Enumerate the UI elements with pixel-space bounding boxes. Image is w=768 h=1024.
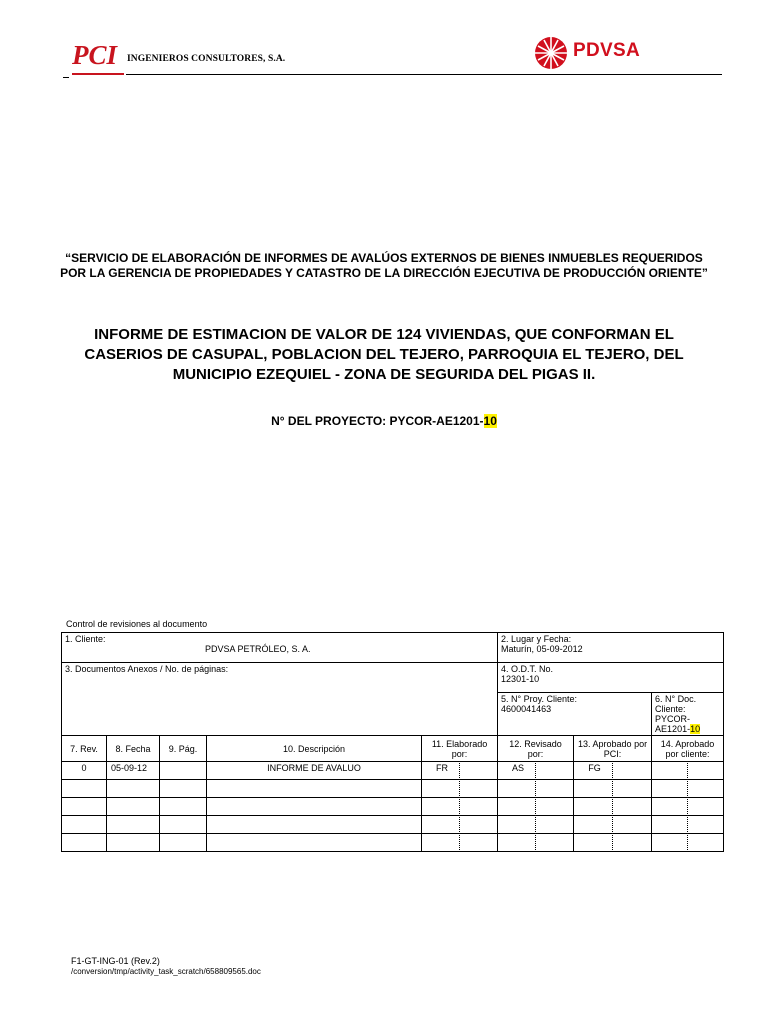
table-row (62, 834, 724, 852)
form-code: F1-GT-ING-01 (Rev.2) (71, 956, 160, 966)
col-header-descripcion: 10. Descripción (207, 736, 422, 762)
cliente-value: PDVSA PETRÓLEO, S. A. (205, 644, 311, 654)
cliente-cell (62, 633, 498, 663)
cell-fecha: 05-09-12 (107, 762, 160, 780)
cliente-label: 1. Cliente: (65, 634, 106, 644)
pdvsa-sun-icon (534, 36, 568, 70)
main-title: INFORME DE ESTIMACION DE VALOR DE 124 VIVIENDAS, QUE CONFORMAN EL CASERIOS DE CASUPAL, POBLACION DEL TEJERO, PARROQUIA EL TEJERO, DEL MUNICIPIO EZEQUIEL - ZONA DE SEGURIDA DEL PIGAS II. (84, 326, 684, 383)
service-title: “SERVICIO DE ELABORACIÓN DE INFORMES DE AVALÚOS EXTERNOS DE BIENES INMUEBLES REQUERIDOS POR LA GERENCIA DE PROPIEDADES Y CATASTRO DE LA DIRECCIÓN EJECUTIVA DE PRODUCCIÓN ORIENTE” (60, 251, 708, 280)
col-header-aprobado-cliente: 14. Aprobado por cliente: (652, 736, 724, 762)
lugar-cell (498, 633, 724, 663)
col-header-pag: 9. Pág. (160, 736, 207, 762)
doc-cell (652, 693, 724, 736)
lugar-label: 2. Lugar y Fecha: (501, 634, 572, 644)
project-number (60, 414, 708, 428)
cell-aprobado-cliente (652, 762, 724, 780)
divider (63, 77, 69, 78)
cell-rev: 0 (62, 762, 107, 780)
proy-cell (498, 693, 652, 736)
table-row (62, 762, 724, 780)
col-header-revisado: 12. Revisado por: (498, 736, 574, 762)
proy-label: 5. N° Proy. Cliente: (501, 694, 578, 704)
doc-label: 6. N° Doc. Cliente: (655, 694, 697, 714)
table-row (62, 816, 724, 834)
table-row (62, 780, 724, 798)
proy-value: 4600041463 (501, 704, 552, 714)
odt-value: 12301-10 (501, 674, 540, 684)
cell-elaborado-value: FR (436, 763, 449, 773)
lugar-value: Maturín, 05-09-2012 (501, 644, 583, 654)
odt-label: 4. O.D.T. No. (501, 664, 554, 674)
doc-value-prefix: PYCOR-AE1201- (655, 714, 691, 734)
odt-cell (498, 663, 724, 693)
doc-value-suffix: 10 (690, 724, 701, 734)
anexos-label: 3. Documentos Anexos / No. de páginas: (65, 664, 229, 674)
anexos-cell (62, 663, 498, 736)
cell-aprobado-pci-value: FG (588, 763, 601, 773)
cell-revisado (498, 762, 574, 780)
revision-caption: Control de revisiones al documento (66, 619, 208, 629)
cell-pag (160, 762, 207, 780)
cell-desc: INFORME DE AVALUO (207, 762, 422, 780)
revision-table (61, 632, 724, 852)
cell-aprobado-pci (574, 762, 652, 780)
col-header-fecha: 8. Fecha (107, 736, 160, 762)
project-suffix: 10 (483, 414, 497, 428)
table-row (62, 798, 724, 816)
cell-aprobado-cliente-value (655, 763, 687, 778)
col-header-rev: 7. Rev. (62, 736, 107, 762)
company-name: INGENIEROS CONSULTORES, S.A. (127, 54, 286, 64)
header-divider (126, 74, 722, 75)
pdvsa-logo: PDVSA (573, 40, 640, 61)
pci-logo: PCI (72, 40, 118, 70)
doc-value (655, 714, 720, 734)
file-path: /conversion/tmp/activity_task_scratch/658809565.doc (71, 967, 261, 976)
col-header-aprobado-pci: 13. Aprobado por PCI: (574, 736, 652, 762)
project-label: N° DEL PROYECTO: PYCOR-AE1201- (271, 414, 484, 428)
col-header-elaborado: 11. Elaborado por: (422, 736, 498, 762)
pci-logo-underline (72, 73, 124, 75)
cell-revisado-value: AS (512, 763, 525, 773)
cell-elaborado (422, 762, 498, 780)
